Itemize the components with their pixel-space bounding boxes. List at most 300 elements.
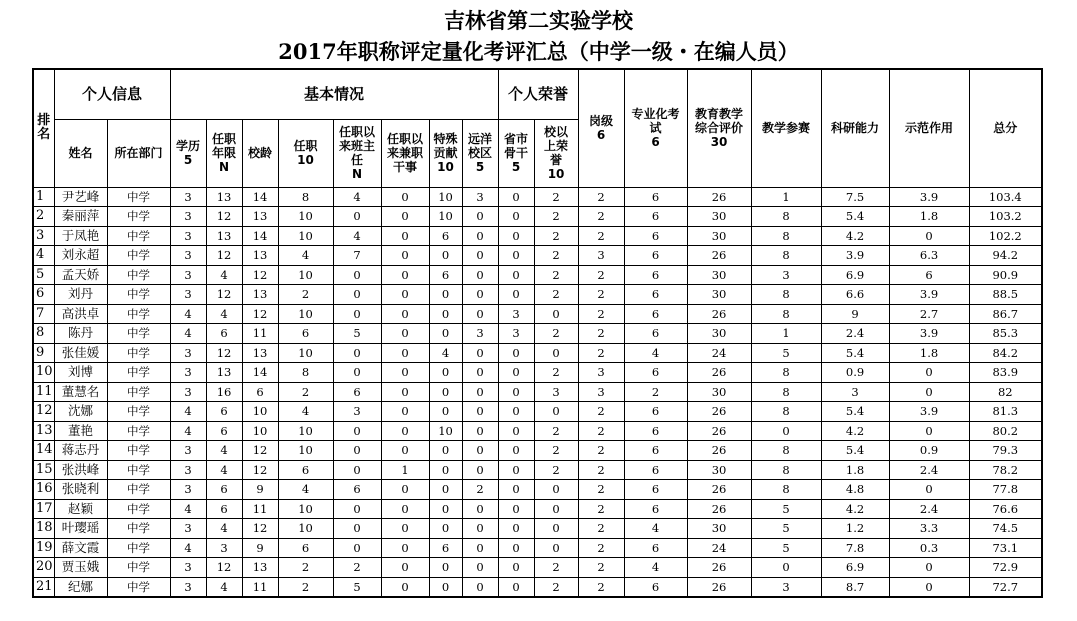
cell-eval: 24 [687,538,751,558]
cell-position: 6 [278,538,333,558]
cell-school-honor: 2 [534,558,578,578]
cell-provincial: 0 [498,246,534,266]
cell-edu: 3 [170,558,206,578]
header-remote: 远洋 校区 5 [462,119,498,187]
cell-research: 0.9 [821,363,889,383]
cell-dept: 中学 [107,441,170,461]
cell-eval: 26 [687,187,751,207]
cell-model: 0.3 [889,538,969,558]
cell-research: 5.4 [821,402,889,422]
cell-eval: 30 [687,382,751,402]
cell-research: 3 [821,382,889,402]
cell-remote: 0 [462,460,498,480]
cell-dept: 中学 [107,285,170,305]
cell-part-time: 0 [381,538,429,558]
cell-head-teacher: 0 [333,538,381,558]
cell-head-teacher: 0 [333,499,381,519]
cell-rank: 1 [33,187,54,207]
header-dept: 所在部门 [107,119,170,187]
cell-part-time: 0 [381,226,429,246]
cell-school-honor: 0 [534,538,578,558]
cell-school-age: 13 [242,246,278,266]
cell-total: 85.3 [969,324,1042,344]
cell-position: 2 [278,558,333,578]
cell-position: 10 [278,343,333,363]
table-row [33,480,1042,500]
cell-dept: 中学 [107,246,170,266]
cell-school-age: 12 [242,304,278,324]
cell-total: 74.5 [969,519,1042,539]
cell-eval: 24 [687,343,751,363]
cell-name: 刘永超 [54,246,107,266]
cell-head-teacher: 4 [333,187,381,207]
cell-exam: 6 [624,441,687,461]
cell-edu: 4 [170,538,206,558]
cell-part-time: 1 [381,460,429,480]
cell-special: 10 [429,207,462,227]
cell-rank: 14 [33,441,54,461]
cell-exam: 2 [624,382,687,402]
cell-research: 9 [821,304,889,324]
cell-school-age: 9 [242,538,278,558]
cell-total: 72.9 [969,558,1042,578]
cell-school-honor: 2 [534,460,578,480]
cell-school-honor: 2 [534,207,578,227]
cell-provincial: 0 [498,441,534,461]
cell-exam: 6 [624,265,687,285]
header-group-basic: 基本情况 [170,69,498,119]
cell-research: 4.2 [821,226,889,246]
cell-research: 7.8 [821,538,889,558]
cell-years-service: 13 [206,226,242,246]
cell-provincial: 0 [498,558,534,578]
cell-part-time: 0 [381,363,429,383]
cell-position: 4 [278,402,333,422]
cell-model: 1.8 [889,207,969,227]
cell-position: 10 [278,421,333,441]
cell-rank: 2 [33,207,54,227]
cell-total: 102.2 [969,226,1042,246]
cell-special: 0 [429,382,462,402]
cell-part-time: 0 [381,558,429,578]
cell-edu: 3 [170,265,206,285]
cell-rank: 9 [33,343,54,363]
cell-remote: 0 [462,538,498,558]
cell-dept: 中学 [107,304,170,324]
cell-part-time: 0 [381,499,429,519]
cell-edu: 3 [170,246,206,266]
cell-name: 刘博 [54,363,107,383]
table-row [33,246,1042,266]
cell-post-level: 2 [578,226,624,246]
cell-exam: 6 [624,304,687,324]
cell-school-age: 12 [242,460,278,480]
cell-school-honor: 0 [534,343,578,363]
cell-school-age: 10 [242,421,278,441]
cell-head-teacher: 0 [333,265,381,285]
cell-head-teacher: 0 [333,421,381,441]
cell-total: 86.7 [969,304,1042,324]
cell-years-service: 6 [206,499,242,519]
cell-post-level: 2 [578,519,624,539]
cell-total: 76.6 [969,499,1042,519]
cell-part-time: 0 [381,441,429,461]
cell-post-level: 2 [578,538,624,558]
evaluation-table [32,68,1043,598]
cell-remote: 0 [462,343,498,363]
header-provincial: 省市 骨干 5 [498,119,534,187]
cell-eval: 26 [687,304,751,324]
cell-special: 0 [429,577,462,597]
cell-exam: 6 [624,460,687,480]
cell-name: 纪娜 [54,577,107,597]
cell-provincial: 0 [498,382,534,402]
cell-research: 6.9 [821,558,889,578]
cell-provincial: 3 [498,324,534,344]
cell-school-honor: 2 [534,285,578,305]
cell-remote: 0 [462,207,498,227]
cell-position: 10 [278,207,333,227]
cell-exam: 4 [624,343,687,363]
cell-special: 0 [429,246,462,266]
cell-competition: 8 [751,363,821,383]
cell-post-level: 2 [578,324,624,344]
cell-rank: 5 [33,265,54,285]
cell-eval: 30 [687,324,751,344]
cell-edu: 3 [170,441,206,461]
cell-research: 5.4 [821,441,889,461]
cell-years-service: 6 [206,480,242,500]
cell-research: 6.6 [821,285,889,305]
cell-rank: 18 [33,519,54,539]
cell-school-honor: 2 [534,324,578,344]
cell-remote: 0 [462,558,498,578]
cell-position: 10 [278,226,333,246]
cell-school-honor: 2 [534,421,578,441]
cell-research: 5.4 [821,207,889,227]
cell-head-teacher: 6 [333,480,381,500]
cell-dept: 中学 [107,421,170,441]
cell-part-time: 0 [381,480,429,500]
cell-head-teacher: 0 [333,441,381,461]
table-row [33,402,1042,422]
cell-exam: 4 [624,558,687,578]
cell-edu: 3 [170,577,206,597]
cell-name: 刘丹 [54,285,107,305]
cell-competition: 5 [751,343,821,363]
cell-total: 77.8 [969,480,1042,500]
cell-part-time: 0 [381,187,429,207]
cell-post-level: 2 [578,480,624,500]
cell-school-age: 9 [242,480,278,500]
cell-head-teacher: 0 [333,519,381,539]
cell-special: 0 [429,285,462,305]
cell-provincial: 0 [498,402,534,422]
cell-rank: 13 [33,421,54,441]
cell-dept: 中学 [107,558,170,578]
cell-total: 81.3 [969,402,1042,422]
cell-competition: 0 [751,558,821,578]
cell-school-honor: 0 [534,499,578,519]
cell-edu: 3 [170,343,206,363]
cell-part-time: 0 [381,265,429,285]
cell-special: 0 [429,363,462,383]
cell-provincial: 0 [498,421,534,441]
cell-model: 2.4 [889,460,969,480]
cell-exam: 6 [624,421,687,441]
cell-provincial: 0 [498,285,534,305]
cell-research: 5.4 [821,343,889,363]
cell-part-time: 0 [381,577,429,597]
cell-remote: 0 [462,246,498,266]
cell-position: 6 [278,324,333,344]
cell-remote: 0 [462,265,498,285]
cell-provincial: 0 [498,577,534,597]
cell-rank: 16 [33,480,54,500]
cell-special: 0 [429,402,462,422]
cell-dept: 中学 [107,402,170,422]
cell-name: 赵颖 [54,499,107,519]
cell-eval: 30 [687,519,751,539]
cell-post-level: 2 [578,402,624,422]
table-row [33,187,1042,207]
cell-post-level: 3 [578,363,624,383]
cell-head-teacher: 2 [333,558,381,578]
cell-special: 0 [429,324,462,344]
cell-edu: 3 [170,226,206,246]
cell-dept: 中学 [107,265,170,285]
cell-school-honor: 0 [534,519,578,539]
header-head-teacher: 任职以 来班主 任 N [333,119,381,187]
header-research: 科研能力 [821,69,889,187]
cell-provincial: 0 [498,343,534,363]
cell-post-level: 2 [578,207,624,227]
cell-part-time: 0 [381,246,429,266]
cell-model: 3.9 [889,187,969,207]
cell-dept: 中学 [107,226,170,246]
cell-position: 10 [278,519,333,539]
cell-dept: 中学 [107,538,170,558]
cell-special: 0 [429,558,462,578]
cell-special: 10 [429,421,462,441]
cell-name: 于凤艳 [54,226,107,246]
cell-head-teacher: 5 [333,577,381,597]
table-row [33,519,1042,539]
cell-school-honor: 3 [534,382,578,402]
cell-competition: 1 [751,324,821,344]
cell-model: 3.9 [889,285,969,305]
cell-rank: 21 [33,577,54,597]
cell-special: 0 [429,519,462,539]
header-name: 姓名 [54,119,107,187]
cell-provincial: 0 [498,460,534,480]
cell-head-teacher: 0 [333,460,381,480]
cell-total: 88.5 [969,285,1042,305]
cell-dept: 中学 [107,499,170,519]
cell-edu: 3 [170,363,206,383]
cell-position: 4 [278,246,333,266]
cell-head-teacher: 3 [333,402,381,422]
cell-special: 0 [429,499,462,519]
cell-eval: 26 [687,421,751,441]
cell-name: 孟天娇 [54,265,107,285]
cell-exam: 4 [624,519,687,539]
cell-dept: 中学 [107,519,170,539]
cell-total: 79.3 [969,441,1042,461]
cell-edu: 4 [170,421,206,441]
table-row [33,285,1042,305]
cell-school-honor: 2 [534,441,578,461]
cell-position: 2 [278,285,333,305]
cell-model: 3.3 [889,519,969,539]
header-edu: 学历 5 [170,119,206,187]
cell-total: 82 [969,382,1042,402]
cell-research: 4.8 [821,480,889,500]
cell-head-teacher: 0 [333,363,381,383]
cell-position: 10 [278,265,333,285]
cell-head-teacher: 6 [333,382,381,402]
cell-competition: 1 [751,187,821,207]
cell-model: 0 [889,382,969,402]
header-group-personal: 个人信息 [54,69,170,119]
cell-model: 0 [889,363,969,383]
cell-rank: 6 [33,285,54,305]
cell-school-age: 13 [242,285,278,305]
cell-eval: 26 [687,499,751,519]
cell-remote: 0 [462,382,498,402]
cell-part-time: 0 [381,343,429,363]
cell-total: 103.2 [969,207,1042,227]
cell-model: 2.4 [889,499,969,519]
cell-position: 2 [278,577,333,597]
cell-total: 72.7 [969,577,1042,597]
cell-competition: 8 [751,441,821,461]
cell-eval: 26 [687,577,751,597]
cell-remote: 3 [462,187,498,207]
cell-rank: 11 [33,382,54,402]
cell-post-level: 2 [578,499,624,519]
cell-provincial: 0 [498,265,534,285]
cell-post-level: 2 [578,441,624,461]
cell-name: 高洪卓 [54,304,107,324]
table-row [33,265,1042,285]
cell-research: 8.7 [821,577,889,597]
cell-eval: 30 [687,207,751,227]
header-part-time: 任职以 来兼职 干事 [381,119,429,187]
header-eval: 教育教学 综合评价 30 [687,69,751,187]
table-row [33,441,1042,461]
cell-school-age: 12 [242,265,278,285]
cell-edu: 3 [170,187,206,207]
cell-edu: 4 [170,304,206,324]
cell-provincial: 0 [498,519,534,539]
cell-part-time: 0 [381,519,429,539]
cell-research: 4.2 [821,421,889,441]
cell-head-teacher: 0 [333,343,381,363]
header-model: 示范作用 [889,69,969,187]
table-row [33,460,1042,480]
cell-name: 叶璎瑶 [54,519,107,539]
header-school-age: 校龄 [242,119,278,187]
cell-school-age: 11 [242,499,278,519]
cell-dept: 中学 [107,460,170,480]
cell-provincial: 0 [498,538,534,558]
cell-special: 0 [429,441,462,461]
cell-special: 0 [429,480,462,500]
cell-total: 103.4 [969,187,1042,207]
cell-part-time: 0 [381,421,429,441]
cell-name: 薛文霞 [54,538,107,558]
cell-competition: 8 [751,304,821,324]
cell-competition: 8 [751,226,821,246]
cell-provincial: 3 [498,304,534,324]
cell-school-age: 10 [242,402,278,422]
cell-special: 6 [429,265,462,285]
cell-eval: 30 [687,460,751,480]
cell-years-service: 12 [206,207,242,227]
cell-model: 0 [889,558,969,578]
cell-years-service: 4 [206,441,242,461]
cell-model: 3.9 [889,402,969,422]
cell-post-level: 2 [578,460,624,480]
cell-remote: 0 [462,519,498,539]
cell-exam: 6 [624,187,687,207]
cell-years-service: 6 [206,402,242,422]
header-competition: 教学参赛 [751,69,821,187]
cell-special: 6 [429,226,462,246]
header-post-level: 岗级 6 [578,69,624,187]
cell-provincial: 0 [498,480,534,500]
cell-school-honor: 0 [534,402,578,422]
cell-exam: 6 [624,324,687,344]
cell-school-honor: 0 [534,304,578,324]
cell-years-service: 4 [206,519,242,539]
cell-school-age: 12 [242,441,278,461]
table-row [33,499,1042,519]
cell-school-honor: 2 [534,577,578,597]
table-body [33,187,1042,597]
cell-post-level: 2 [578,577,624,597]
cell-remote: 0 [462,285,498,305]
cell-competition: 8 [751,246,821,266]
cell-head-teacher: 4 [333,226,381,246]
cell-years-service: 4 [206,304,242,324]
cell-eval: 26 [687,441,751,461]
cell-eval: 26 [687,558,751,578]
document-subtitle: 2017年职称评定量化考评汇总（中学一级・在编人员） [278,39,799,64]
cell-remote: 0 [462,441,498,461]
cell-competition: 8 [751,207,821,227]
cell-eval: 26 [687,480,751,500]
cell-total: 78.2 [969,460,1042,480]
cell-remote: 2 [462,480,498,500]
cell-edu: 3 [170,207,206,227]
cell-name: 张佳媛 [54,343,107,363]
cell-total: 83.9 [969,363,1042,383]
cell-edu: 4 [170,499,206,519]
cell-research: 6.9 [821,265,889,285]
cell-total: 90.9 [969,265,1042,285]
cell-model: 6.3 [889,246,969,266]
cell-competition: 5 [751,499,821,519]
cell-exam: 6 [624,402,687,422]
cell-remote: 0 [462,421,498,441]
cell-school-age: 14 [242,187,278,207]
document-title: 吉林省第二实验学校 [444,8,633,33]
cell-rank: 10 [33,363,54,383]
cell-years-service: 13 [206,363,242,383]
cell-dept: 中学 [107,480,170,500]
